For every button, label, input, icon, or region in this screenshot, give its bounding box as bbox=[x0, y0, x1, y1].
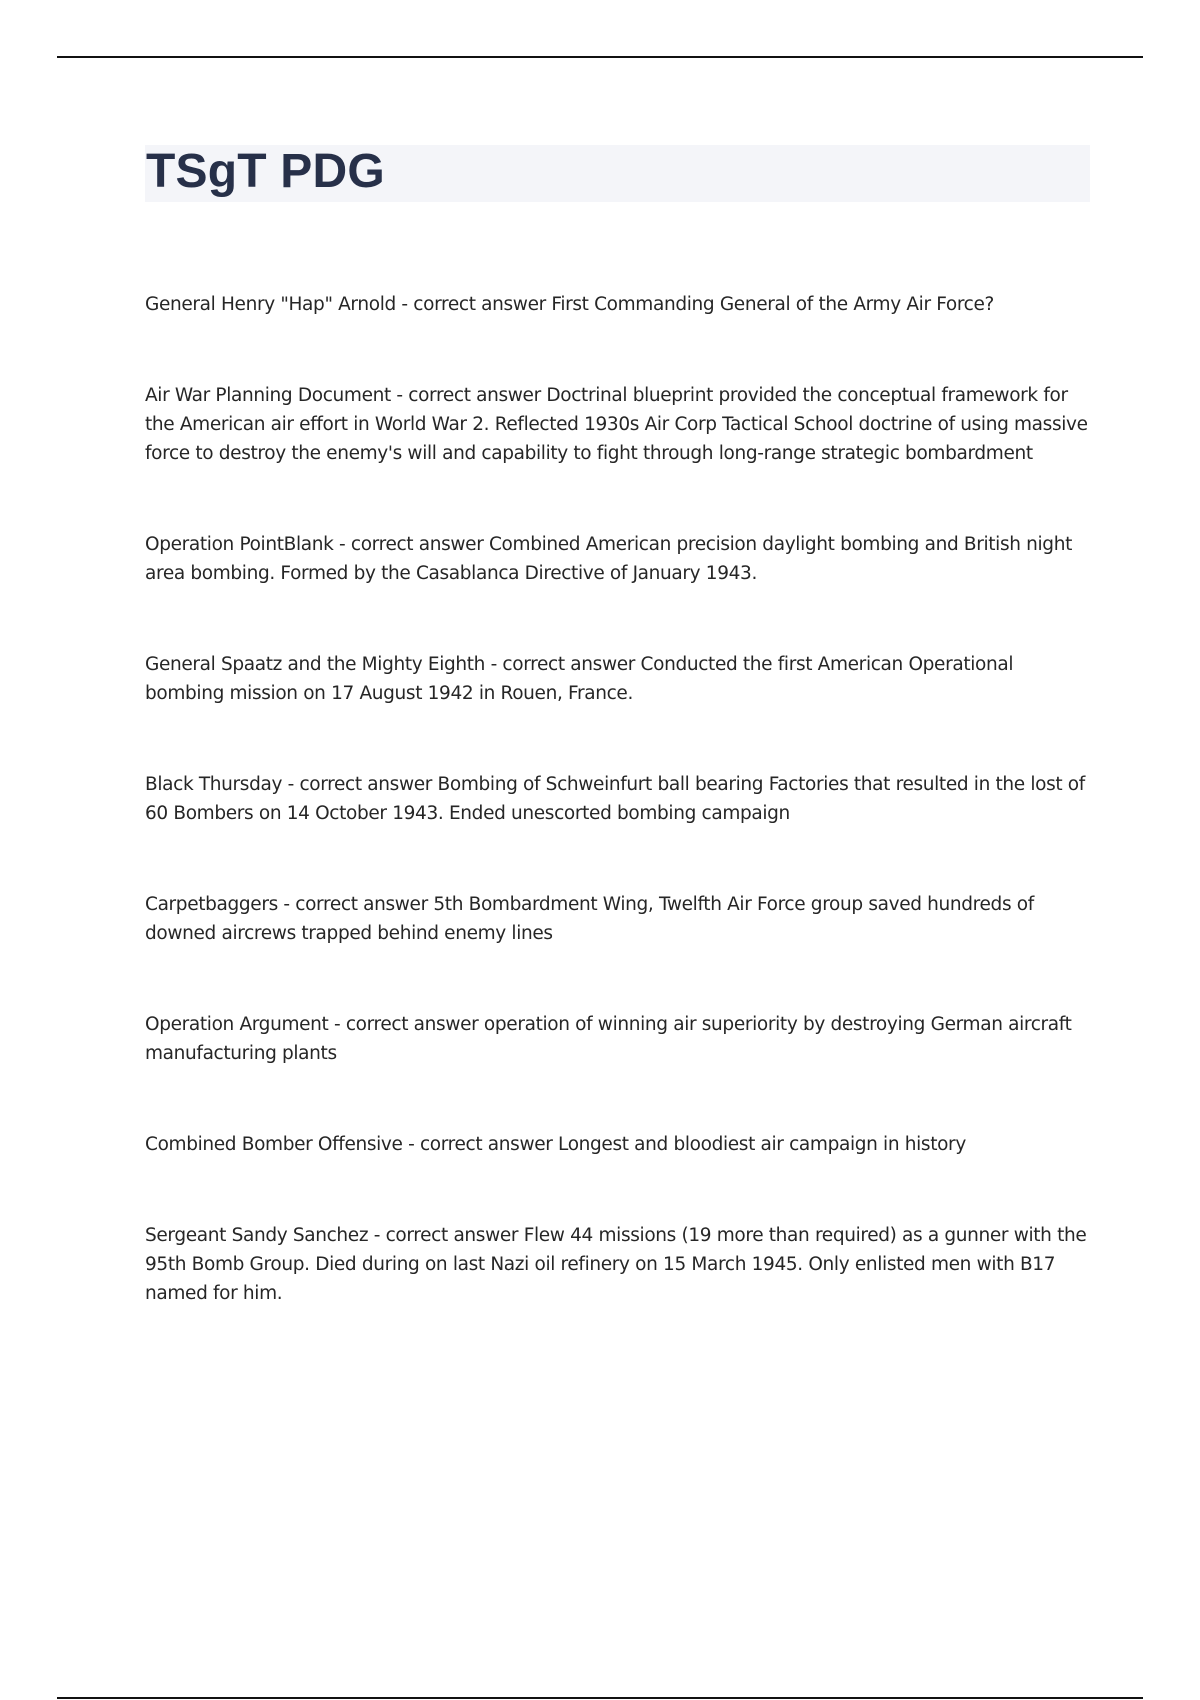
qa-item-operation-argument: Operation Argument - correct answer operation of winning air superiority by destroying German aircraft manufacturing plants bbox=[145, 1014, 1072, 1064]
qa-item-spaatz: General Spaatz and the Mighty Eighth - correct answer Conducted the first American Operational bombing mission on 17 August 1942 in Rouen, France. bbox=[145, 654, 1014, 704]
qa-item-arnold: General Henry "Hap" Arnold - correct answer First Commanding General of the Army Air Force? bbox=[145, 294, 995, 315]
qa-item-sandy-sanchez: Sergeant Sandy Sanchez - correct answer Flew 44 missions (19 more than required) as a gunner with the 95th Bomb Group. Died during on last Nazi oil refinery on 15 March 1945. Only enlisted men with B17 named for him. bbox=[145, 1225, 1087, 1304]
qa-item-black-thursday: Black Thursday - correct answer Bombing of Schweinfurt ball bearing Factories that resulted in the lost of 60 Bombers on 14 October 1943. Ended unescorted bombing campaign bbox=[145, 774, 1085, 824]
qa-list bbox=[145, 290, 1090, 1370]
top-rule bbox=[57, 56, 1143, 58]
document-title: TSgT PDG bbox=[146, 145, 385, 198]
qa-item-pointblank: Operation PointBlank - correct answer Combined American precision daylight bombing and British night area bombing. Formed by the Casablanca Directive of January 1943. bbox=[145, 534, 1072, 584]
qa-item-air-war-planning: Air War Planning Document - correct answer Doctrinal blueprint provided the conceptual framework for the American air effort in World War 2. Reflected 1930s Air Corp Tactical School doctrine of using massive force to destroy the enemy's will and capability to fight through long-range strategic bombardment bbox=[145, 385, 1088, 464]
qa-item-carpetbaggers: Carpetbaggers - correct answer 5th Bombardment Wing, Twelfth Air Force group saved hundreds of downed aircrews trapped behind enemy lines bbox=[145, 894, 1034, 944]
qa-item-combined-bomber-offensive: Combined Bomber Offensive - correct answer Longest and bloodiest air campaign in history bbox=[145, 1134, 966, 1155]
bottom-rule bbox=[57, 1697, 1143, 1699]
